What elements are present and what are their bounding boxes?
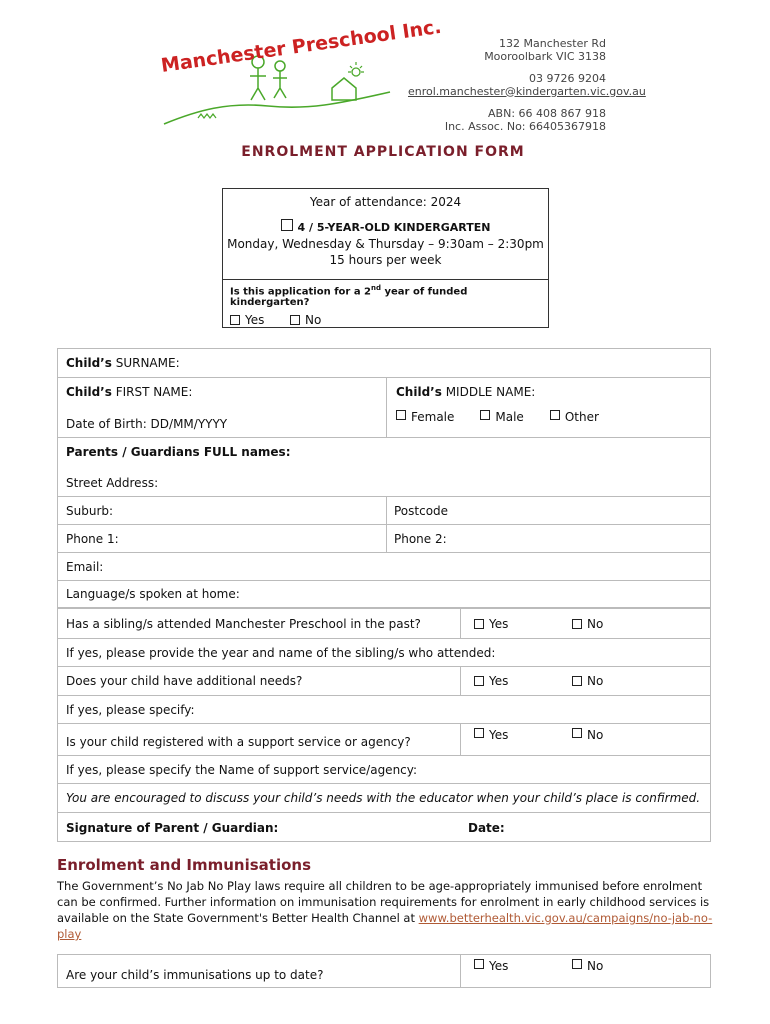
second-year-no-checkbox[interactable] [290,315,300,325]
immunisation-text: The Government’s No Jab No Play laws require all children to be age-appropriately immunised before enrolment can be confirmed. Further information on immunisation requirements for enrolment in early childhood services is available on the State Government's Better Health Channel at www.betterhealth.vic.gov.au/campaigns/no-jab-no-play [57,879,713,941]
sibling-no-checkbox[interactable] [572,619,582,629]
surname-row[interactable]: Child’s SURNAME: [58,349,710,378]
suburb-label: Suburb: [66,503,114,518]
needs-no-checkbox[interactable] [572,676,582,686]
logo-text: Manchester Preschool Inc. [159,15,443,77]
date-label: Date: [468,820,505,835]
language-row[interactable] [58,581,710,609]
parents-row[interactable] [58,438,710,466]
signature-label: Signature of Parent / Guardian: [66,820,279,835]
encourage-row [58,784,710,813]
support-detail-label: If yes, please specify the Name of support service/agency: [66,762,418,777]
needs-detail-row[interactable] [58,696,710,724]
second-year-yes-checkbox[interactable] [230,315,240,325]
kindergarten-label: 4 / 5-YEAR-OLD KINDERGARTEN [297,221,491,234]
other-checkbox[interactable] [550,410,560,420]
better-health-link[interactable]: www.betterhealth.vic.gov.au/campaigns/no-jab-no-play [57,911,713,941]
support-question: Is your child registered with a support service or agency? [66,735,411,749]
immunisation-yes-checkbox[interactable] [474,959,484,969]
org-address-line2: Mooroolbark VIC 3138 [484,49,606,63]
kindergarten-hours: 15 hours per week [329,253,442,267]
needs-detail-label: If yes, please specify: [66,702,195,717]
sibling-yes-checkbox[interactable] [474,619,484,629]
sibling-question: Has a sibling/s attended Manchester Preschool in the past? [66,616,421,631]
dob-gender-row[interactable]: Date of Birth: DD/MM/YYYY Female Male Other [58,406,710,438]
immunisation-question: Are your child’s immunisations up to date? [66,968,324,982]
male-checkbox[interactable] [480,410,490,420]
female-checkbox[interactable] [396,410,406,420]
needs-question: Does your child have additional needs? [66,674,303,688]
org-email[interactable]: enrol.manchester@kindergarten.vic.gov.au [408,84,646,98]
email-row[interactable] [58,553,710,581]
immunisation-no-checkbox[interactable] [572,959,582,969]
signature-row[interactable] [58,813,710,842]
immunisation-heading: Enrolment and Immunisations [57,856,312,874]
support-yes-checkbox[interactable] [474,728,484,738]
needs-row: Does your child have additional needs? Yes No [58,667,710,696]
immunisation-question-box: Are your child’s immunisations up to date? Yes No [57,954,711,988]
dob-label: Date of Birth: DD/MM/YYYY [66,417,228,431]
second-year-question: Is this application for a 2nd year of funded kindergarten? [230,284,468,309]
street-row[interactable] [58,466,710,497]
org-address-line1: 132 Manchester Rd [499,37,606,50]
child-details-table [57,348,711,842]
needs-yes-checkbox[interactable] [474,676,484,686]
kindergarten-checkbox[interactable] [281,219,293,231]
suburb-row[interactable] [58,497,710,525]
phone2-label: Phone 2: [394,531,447,546]
support-detail-row[interactable] [58,756,710,784]
support-no-checkbox[interactable] [572,728,582,738]
kindergarten-days: Monday, Wednesday & Thursday – 9:30am – 2:30pm [227,237,544,251]
encourage-note: You are encouraged to discuss your child’s needs with the educator when your child’s place is confirmed. [66,791,701,805]
sibling-detail-label: If yes, please provide the year and name of the sibling/s who attended: [66,645,496,660]
sibling-detail-row[interactable] [58,639,710,667]
sibling-row: Has a sibling/s attended Manchester Preschool in the past? Yes No [58,609,710,639]
org-abn: ABN: 66 408 867 918 [488,107,606,120]
email-label: Email: [66,559,104,574]
attendance-box: Year of attendance: 2024 4 / 5-YEAR-OLD KINDERGARTEN Monday, Wednesday & Thursday – 9:30am – 2:30pm 15 hours per week Is this application for a 2nd year of funded kindergarten? Yes No [222,188,549,328]
phone-row[interactable] [58,525,710,553]
phone1-label: Phone 1: [66,531,119,546]
street-label: Street Address: [66,476,159,490]
org-contact-info [408,37,646,133]
year-of-attendance: Year of attendance: 2024 [309,195,462,209]
form-title: ENROLMENT APPLICATION FORM [241,144,525,160]
language-label: Language/s spoken at home: [66,587,240,601]
preschool-logo [158,15,443,132]
postcode-label: Postcode [394,503,449,518]
parents-label: Parents / Guardians FULL names: [66,445,291,459]
org-inc-number: Inc. Assoc. No: 66405367918 [444,119,606,133]
names-row[interactable]: Child’s FIRST NAME: Child’s MIDDLE NAME: [58,378,710,406]
org-phone: 03 9726 9204 [529,72,606,85]
support-row: Is your child registered with a support service or agency? Yes No [58,724,710,756]
